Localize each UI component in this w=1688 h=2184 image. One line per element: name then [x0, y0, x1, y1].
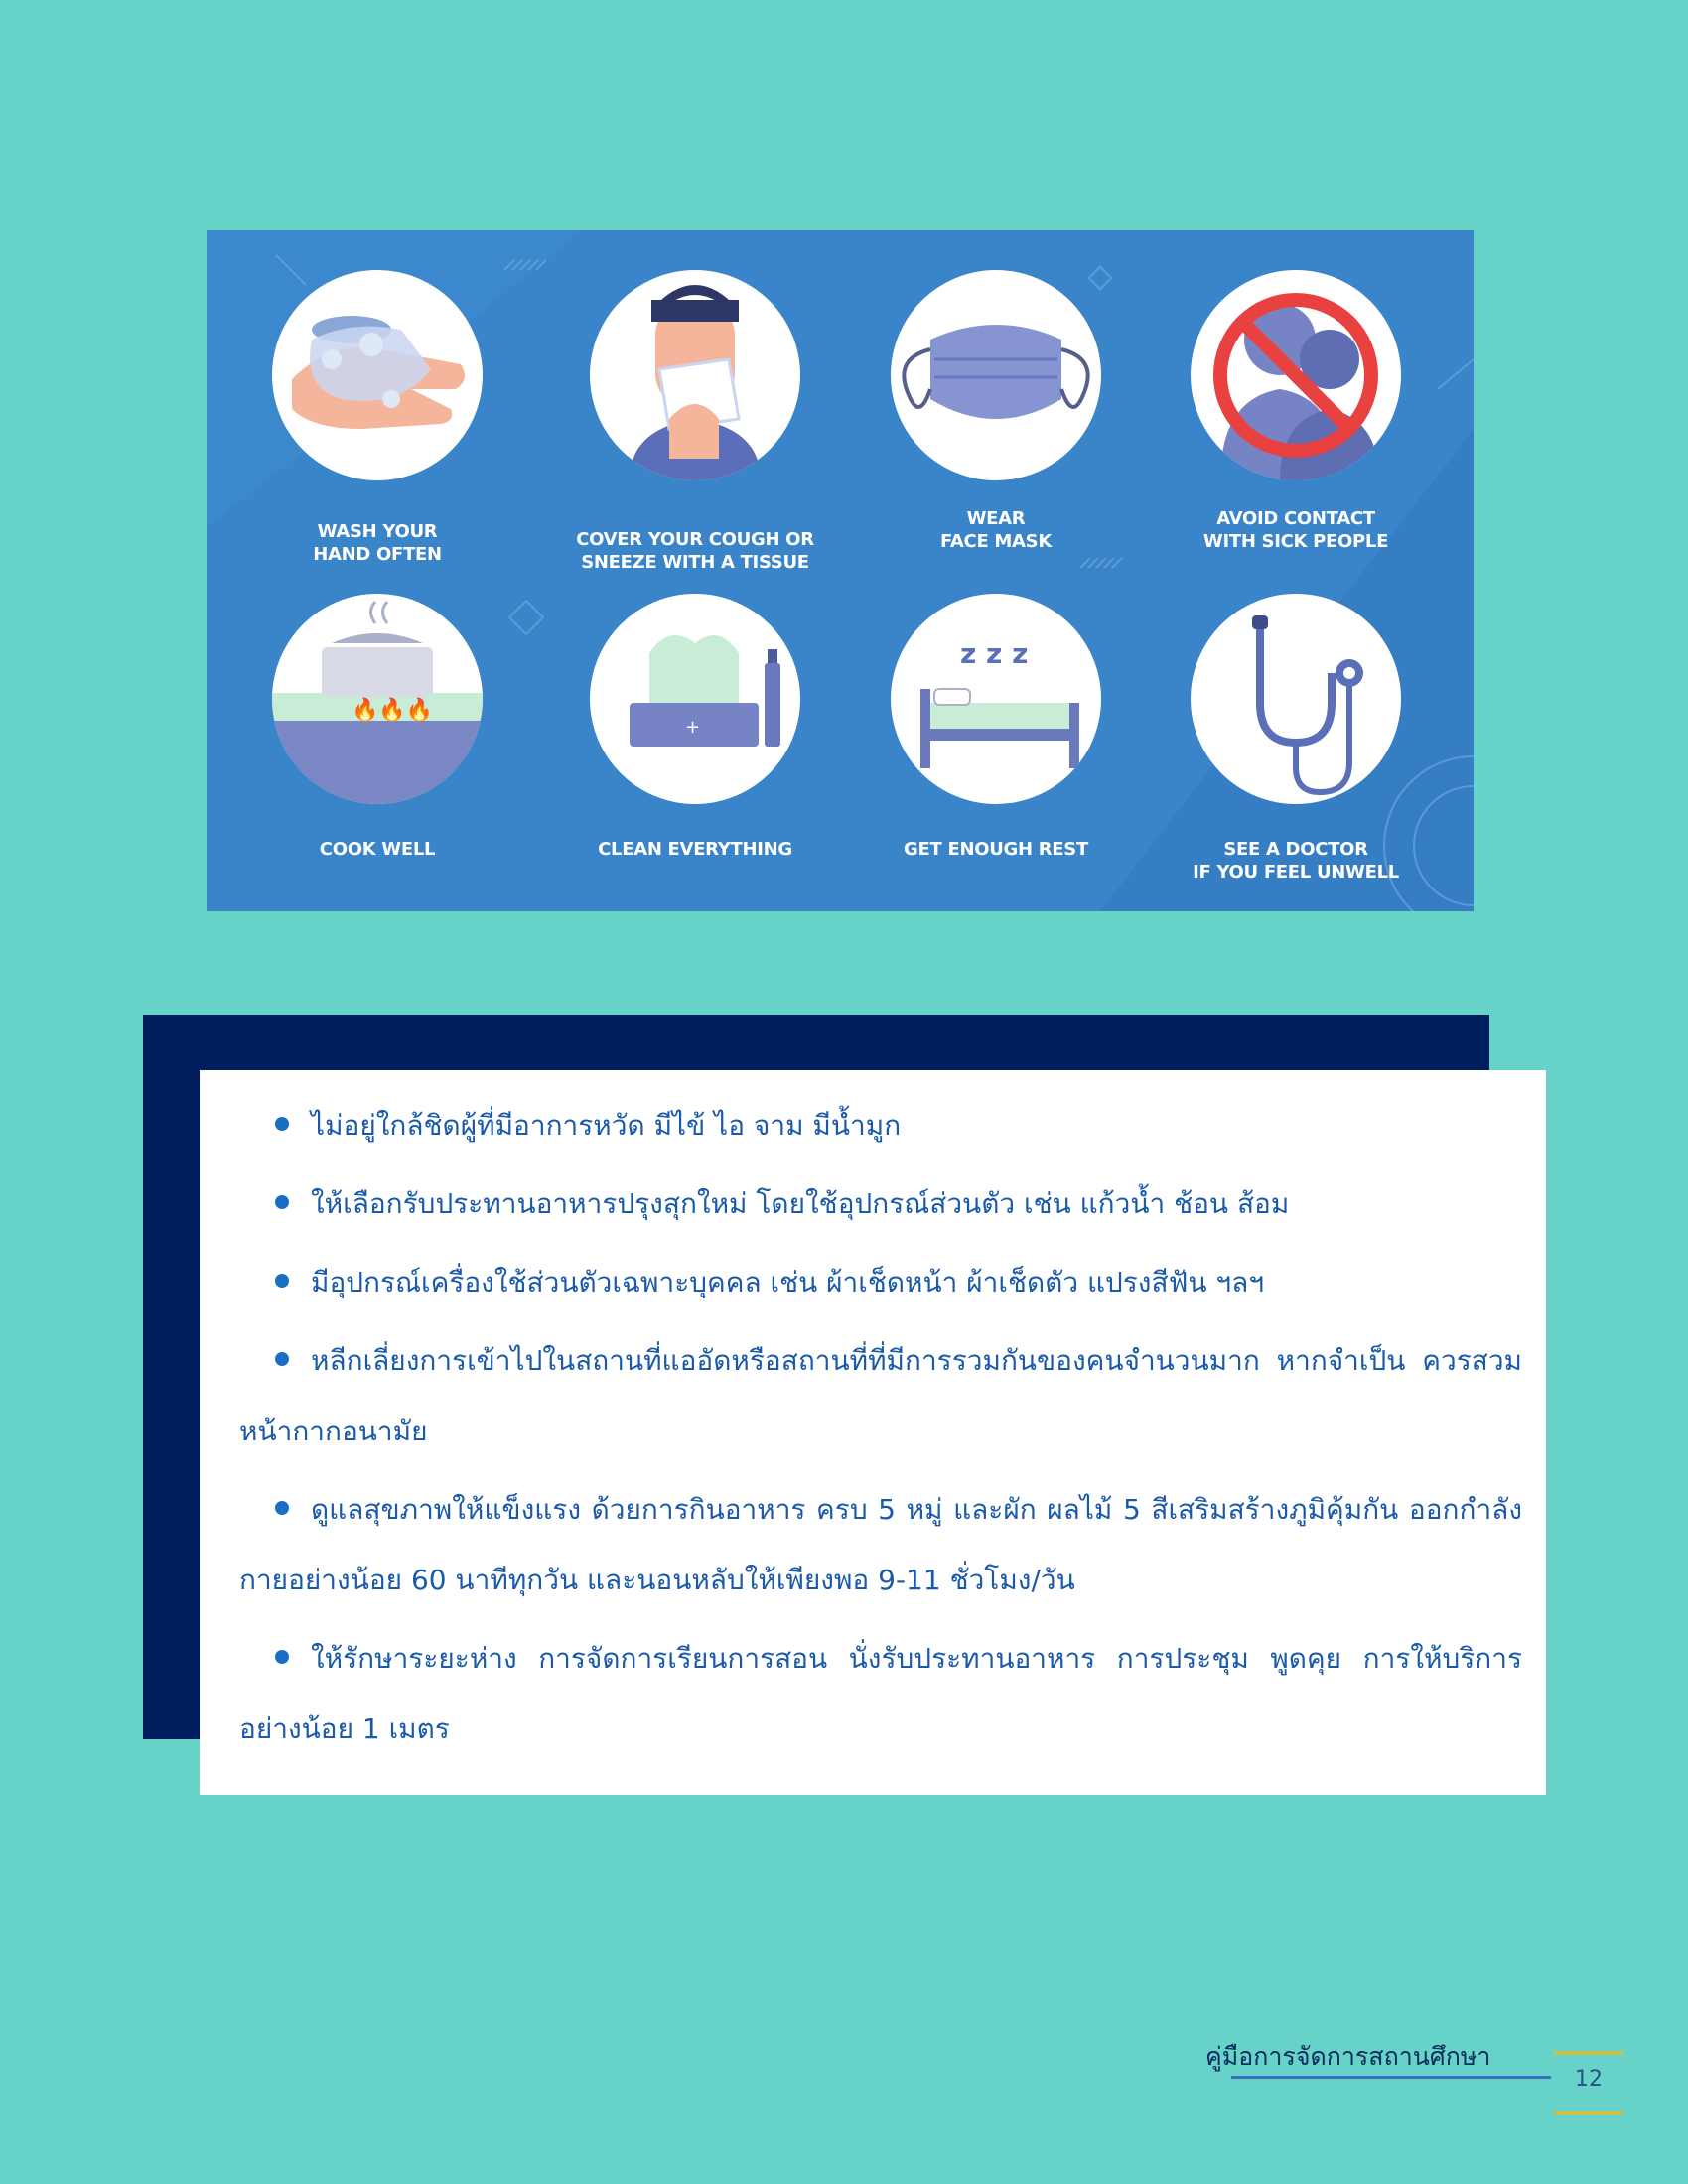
tile-wash-hands [253, 270, 501, 566]
tile-caption: CLEAN EVERYTHING [598, 839, 792, 860]
no-contact-icon [1191, 270, 1401, 480]
tissue-box-spray-icon [590, 594, 800, 804]
svg-text:+: + [685, 717, 701, 738]
list-item: ให้เลือกรับประทานอาหารปรุงสุกใหม่ โดยใช้อุปกรณ์ส่วนตัว เช่น แก้วน้ำ ช้อน ส้อม [239, 1168, 1522, 1239]
list-item: มีอุปกรณ์เครื่องใช้ส่วนตัวเฉพาะบุคคล เช่น ผ้าเช็ดหน้า ผ้าเช็ดตัว แปรงสีฟัน ฯลฯ [239, 1247, 1522, 1317]
list-item: ดูแลสุขภาพให้แข็งแรง ด้วยการกินอาหาร ครบ 5 หมู่ และผัก ผลไม้ 5 สีเสริมสร้างภูมิคุ้มกัน ออกกำลังกายอย่างน้อย 60 นาทีทุกวัน และนอนหลับให้เพียงพอ 9-11 ชั่วโมง/วัน [239, 1493, 1522, 1596]
page-number-rule-bottom [1554, 2111, 1623, 2115]
tile-face-mask [872, 270, 1120, 553]
stethoscope-icon [1191, 594, 1401, 804]
tile-caption: WEAR FACE MASK [940, 508, 1052, 552]
tile-caption: WASH YOUR HAND OFTEN [313, 521, 442, 565]
list-item: หลีกเลี่ยงการเข้าไปในสถานที่แออัดหรือสถานที่ที่มีการรวมกันของคนจำนวนมาก หากจำเป็น ควรสวมหน้ากากอนามัย [239, 1344, 1522, 1447]
guidelines-panel [200, 1070, 1546, 1795]
hand-washing-icon [272, 270, 483, 480]
list-item: ไม่อยู่ใกล้ชิดผู้ที่มีอาการหวัด มีไข้ ไอ จาม มีน้ำมูก [239, 1090, 1522, 1160]
tile-caption: COVER YOUR COUGH OR SNEEZE WITH A TISSUE [576, 529, 814, 573]
tile-get-rest [872, 594, 1120, 861]
prevention-infographic [207, 230, 1474, 911]
bullet-icon [275, 1352, 289, 1366]
tile-cook-well [253, 594, 501, 861]
tile-caption: SEE A DOCTOR IF YOU FEEL UNWELL [1193, 839, 1399, 883]
face-mask-icon [891, 270, 1101, 480]
page-number: 12 [1575, 2067, 1603, 2092]
tile-caption: COOK WELL [319, 839, 436, 860]
tile-caption: AVOID CONTACT WITH SICK PEOPLE [1202, 508, 1389, 552]
bullet-icon [275, 1650, 289, 1664]
bullet-icon [275, 1195, 289, 1209]
page-number-rule-top [1554, 2051, 1623, 2055]
list-item: ให้รักษาระยะห่าง การจัดการเรียนการสอน นั่งรับประทานอาหาร การประชุม พูดคุย การให้บริการ อย่างน้อย 1 เมตร [239, 1642, 1522, 1745]
guidelines-list [239, 1090, 1522, 1764]
footer-underline [1231, 2076, 1551, 2079]
tile-cover-cough [571, 270, 819, 574]
cooking-pot-icon [272, 594, 483, 804]
bullet-icon [275, 1501, 289, 1515]
footer-title: คู่มือการจัดการสถานศึกษา [1205, 2042, 1491, 2071]
tile-see-doctor [1172, 594, 1420, 884]
bed-sleep-icon [891, 594, 1101, 804]
tile-clean-everything [571, 594, 819, 861]
svg-text:🔥🔥🔥: 🔥🔥🔥 [352, 698, 434, 723]
bullet-icon [275, 1274, 289, 1288]
tile-avoid-contact [1172, 270, 1420, 553]
svg-text:z z z: z z z [960, 637, 1029, 670]
sneeze-tissue-icon [590, 270, 800, 480]
bullet-icon [275, 1117, 289, 1131]
tile-caption: GET ENOUGH REST [904, 839, 1088, 860]
